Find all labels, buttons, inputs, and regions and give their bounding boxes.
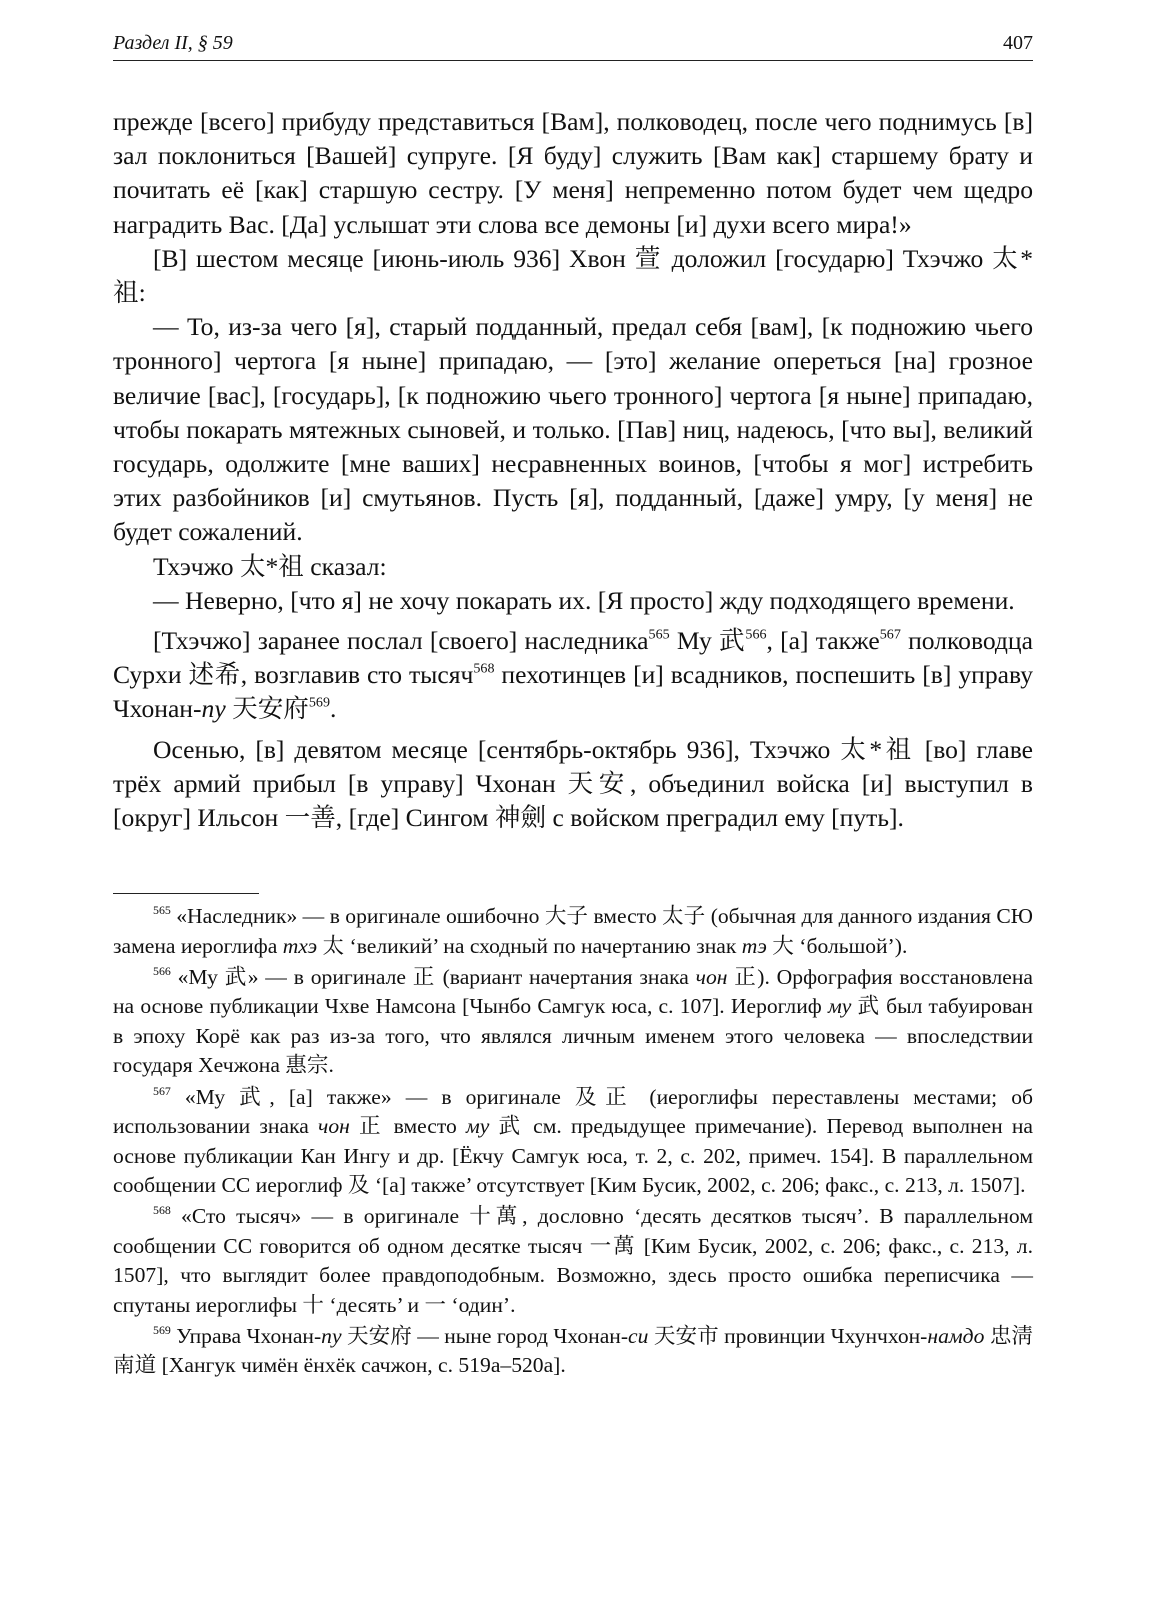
- footnote-ref-567[interactable]: 567: [879, 626, 901, 643]
- footnote-text: 武 см. предыдущее примечание). Перевод выполнен на основе публикации Кан Ингу и др. [Ёкчу Самгук юса, т. 2, с. 202, примеч. 154]. В параллельном сообщении СС иероглиф 及 ‘[а] также’ отсутствует [Ким Бусик, 2002, с. 206; факс., с. 213, л. 1507].: [113, 1114, 1033, 1197]
- running-head: [113, 30, 1033, 61]
- footnote-number: 567: [153, 1083, 171, 1098]
- footnote-text: 天安府 — ныне город Чхонан-: [341, 1323, 629, 1348]
- footnote-text: 大 ‘большой’).: [766, 933, 908, 958]
- footnote-number: 569: [153, 1323, 171, 1338]
- footnote-number: 568: [153, 1203, 171, 1218]
- paragraph-2: [В] шестом месяце [июнь-июль 936] Хвон 萱 доложил [государю] Тхэчжо 太*祖:: [113, 243, 1033, 308]
- footnote-text: 武 был табуирован в эпоху Корё как раз из-за того, что являлся личным именем этого человека — впоследствии государя Хечжона 惠宗.: [113, 994, 1033, 1078]
- footnote-ref-565[interactable]: 565: [648, 626, 670, 643]
- footnote-text: 忠淸南道 [Хангук чимён ёнхёк сачжон, с. 519а–520а].: [113, 1323, 1034, 1378]
- footnote-text: «Сто тысяч» — в оригинале 十萬, дословно ‘десять десятков тысяч’. В параллельном сообщении СС говорится об одном десятке тысяч 一萬 [Ким Бусик, 2002, с. 206; факс., с. 213, л. 1507], что выглядит более правдоподобным. Возможно, здесь просто ошибка переписчика — спутаны иероглифы 十 ‘десять’ и 一 ‘один’.: [113, 1204, 1033, 1317]
- p6-text-g: .: [330, 694, 337, 724]
- p6-text-b: Му 武: [669, 626, 746, 656]
- footnote-text: 正 вместо: [349, 1114, 466, 1139]
- footnote-divider: [113, 893, 259, 894]
- footnote-italic: намдо: [927, 1323, 985, 1348]
- footnote-italic: си: [628, 1323, 649, 1348]
- paragraph-3: — То, из-за чего [я], старый подданный, предал себя [вам], [к подножию чьего тронного] чертога [я ныне] припадаю, — [это] желание опереться [на] грозное величие [вас], [государь], [к подножию чьего тронного] чертога [я ныне] припадаю, чтобы покарать мятежных сыновей, и только. [Пав] ниц, надеюсь, [что вы], великий государь, одолжите [мне ваших] несравненных воинов, [чтобы я мог] истребить этих разбойников [и] смутьянов. Пусть [я], подданный, [даже] умру, [у меня] не будет сожалений.: [113, 312, 1033, 547]
- p6-text-f: 天安府: [225, 694, 309, 724]
- footnote-italic: пу: [321, 1323, 342, 1348]
- footnote-ref-566[interactable]: 566: [745, 626, 767, 643]
- footnote-number: 565: [153, 903, 171, 918]
- book-page: [113, 30, 1033, 1383]
- footnote-text: «Наследник» — в оригинале ошибочно 大子 вместо 太子 (обычная для данного издания СЮ замена иероглифа: [113, 904, 1033, 958]
- footnote-italic: му: [827, 994, 852, 1019]
- footnote-566: [113, 963, 1033, 1081]
- paragraph-4: Тхэчжо 太*祖 сказал:: [153, 551, 387, 581]
- footnote-text: 太 ‘великий’ на сходный по начертанию знак: [317, 933, 742, 958]
- footnote-text: Управа Чхонан-: [170, 1323, 322, 1348]
- footnote-ref-568[interactable]: 568: [473, 660, 495, 677]
- footnote-text: 正). Орфография восстановлена на основе публикации Чхве Намсона [Чынбо Самгук юса, с. 107]. Иероглиф: [113, 965, 1033, 1019]
- footnote-italic: тэ: [741, 933, 767, 958]
- paragraph-1: прежде [всего] прибуду представиться [Вам], полководец, после чего поднимусь [в] зал поклониться [Вашей] супруге. [Я буду] служить [Вам как] старшему брату и почитать её [как] старшую сестру. [У меня] непременно потом будет чем щедро наградить Вас. [Да] услышат эти слова все демоны [и] духи всего мира!»: [113, 107, 1033, 239]
- paragraph-5: — Неверно, [что я] не хочу покарать их. [Я просто] жду подходящего времени.: [153, 585, 1015, 615]
- p6-text-d: полководца Сурхи 述希, возглавив сто тысяч: [113, 626, 1033, 690]
- footnotes: [113, 902, 1033, 1381]
- footnote-565: [113, 902, 1033, 961]
- p6-text-c: , [а] также: [766, 626, 880, 656]
- paragraph-6: [113, 624, 1033, 727]
- footnote-text: «Му 武, [а] также» — в оригинале 及正 (иероглифы переставлены местами; об использовании знака: [113, 1084, 1033, 1139]
- p6-text-a: [Тхэчжо] заранее послал [своего] наследника: [153, 626, 649, 656]
- section-title: Раздел II, § 59: [113, 32, 233, 54]
- p6-italic: пу: [201, 694, 226, 724]
- main-text: [113, 105, 1033, 835]
- footnote-text: «Му 武» — в оригинале 正 (вариант начертания знака: [170, 965, 696, 990]
- footnote-567: [113, 1083, 1033, 1201]
- footnote-italic: му: [465, 1114, 490, 1139]
- footnote-568: [113, 1202, 1033, 1320]
- footnote-italic: тхэ: [282, 933, 318, 958]
- paragraph-7: Осенью, [в] девятом месяце [сентябрь-октябрь 936], Тхэчжо 太*祖 [во] главе трёх армий прибыл [в управу] Чхонан 天安, объединил войска [и] выступил в [округ] Ильсон 一善, [где] Сингом 神劍 с войском преградил ему [путь].: [113, 734, 1033, 833]
- page-number: 407: [1003, 32, 1033, 54]
- footnote-number: 566: [153, 964, 171, 979]
- footnote-569: [113, 1322, 1033, 1381]
- footnote-ref-569[interactable]: 569: [308, 694, 331, 711]
- footnote-italic: чон: [695, 965, 728, 990]
- footnote-text: 天安市 провинции Чхунчхон-: [648, 1323, 928, 1348]
- p6-text-e: пехотинцев [и] всадников, поспешить [в] управу Чхонан-: [113, 660, 1033, 724]
- footnote-italic: чон: [318, 1114, 350, 1139]
